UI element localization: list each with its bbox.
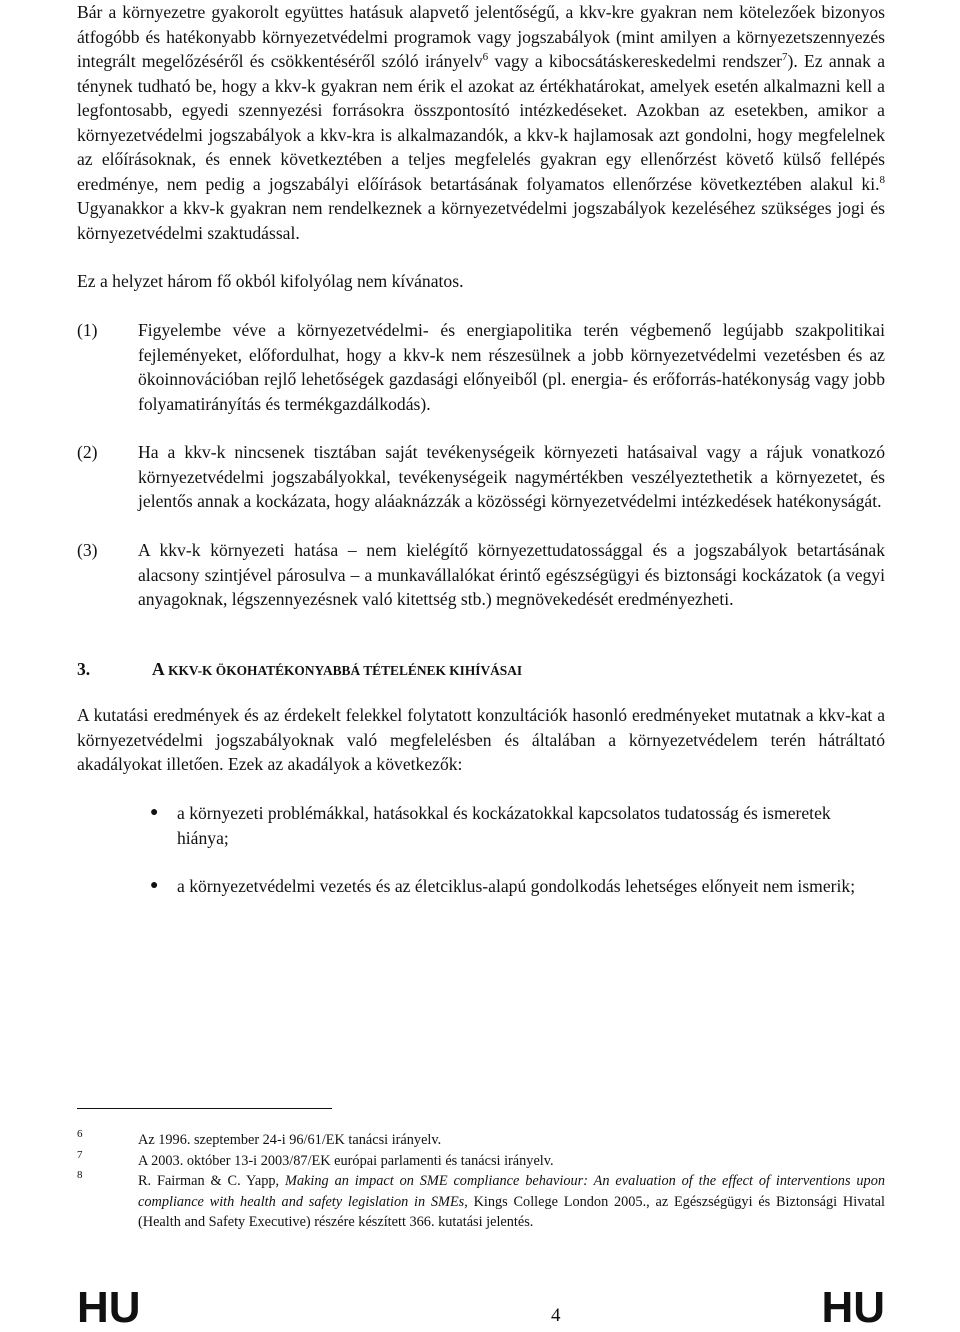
bullet-text: a környezetvédelmi vezetés és az életciklus-alapú gondolkodás lehetséges előnyeit nem ismerik; bbox=[177, 876, 856, 896]
bullet-item-2 bbox=[77, 874, 885, 899]
footnote-6 bbox=[77, 1130, 885, 1151]
footnote-divider bbox=[77, 1108, 332, 1109]
section-title bbox=[152, 657, 522, 684]
section-title-rest: KKV-K ÖKOHATÉKONYABBÁ TÉTELÉNEK KIHÍVÁSAI bbox=[164, 663, 523, 678]
bullet-item-1 bbox=[77, 801, 885, 850]
footnote-text: Az 1996. szeptember 24-i 96/61/EK tanácsi irányelv. bbox=[138, 1132, 442, 1148]
footnote-8 bbox=[77, 1171, 885, 1233]
section-number: 3. bbox=[77, 659, 91, 679]
numbered-item-2 bbox=[77, 440, 885, 514]
text-run: , Kings College London 2005., az Egészségügyi és Biztonsági Hivatal (Health and Safety Executive) részére készített 366. kutatási jelentés. bbox=[138, 1193, 885, 1230]
cited-title: Making an impact on SME compliance behaviour: An evaluation of the effect of interventions upon compliance with health and safety legislation in SMEs bbox=[138, 1173, 885, 1210]
section-paragraph: A kutatási eredmények és az érdekelt felekkel folytatott konzultációk hasonló eredményeket mutatnak a kkv-kat a környezetvédelmi jogszabályoknak való megfelelésben és általában a környezetvédelem terén hátráltató akadályokat illetően. Ezek az akadályok a következők: bbox=[77, 705, 885, 774]
item-number: (1) bbox=[77, 320, 98, 340]
item-number: (3) bbox=[77, 540, 98, 560]
footer-language-right: HU bbox=[821, 1283, 885, 1332]
footnote-ref-6[interactable]: 6 bbox=[482, 51, 489, 63]
numbered-item-3 bbox=[77, 538, 885, 612]
footnote-text bbox=[138, 1171, 885, 1233]
footer-language-left: HU bbox=[77, 1283, 141, 1332]
footnote-number: 8 bbox=[77, 1169, 83, 1181]
footnotes bbox=[77, 1130, 885, 1233]
footnote-number: 7 bbox=[77, 1148, 83, 1161]
text-run: R. Fairman & C. Yapp, bbox=[138, 1173, 286, 1189]
text-run: Ugyanakkor a kkv-k gyakran nem rendelkeznek a környezetvédelmi jogszabályok kezeléséhez szükséges jogi és környezetvédelmi szaktudással. bbox=[77, 198, 885, 243]
item-text: Ha a kkv-k nincsenek tisztában saját tevékenységeik környezeti hatásaival vagy a rájuk vonatkozó környezetvédelmi jogszabályokkal, tevékenységeik nagymértékben veszélyeztethetik a környezetet, és jelentős annak a kockázata, hogy aláaknázzák a közösségi környezetvédelmi intézkedések hatékonyságát. bbox=[138, 442, 885, 511]
bullet-icon: ● bbox=[150, 805, 159, 820]
item-text: Figyelembe véve a környezetvédelmi- és energiapolitika terén végbemenő legújabb szakpolitikai fejleményeket, előfordulhat, hogy a kkv-k nem részesülnek a jobb környezetvédelmi vezetésben és az ökoinnovációban rejlő lehetőségek gazdasági előnyeiből (pl. energia- és erőforrás-hatékonyság vagy jobb folyamatirányítás és termékgazdálkodás). bbox=[138, 320, 885, 414]
footnote-ref-7[interactable]: 7 bbox=[782, 51, 788, 63]
bullet-text: a környezeti problémákkal, hatásokkal és kockázatokkal kapcsolatos tudatosság és ismeretek hiánya; bbox=[177, 803, 831, 848]
item-number: (2) bbox=[77, 442, 98, 462]
numbered-item-1 bbox=[77, 318, 885, 416]
text-run: ). Ez annak a ténynek tudható be, hogy a kkv-k gyakran nem érik el azokat az értékhatárokat, amelyek esetén alkalmazni kell a legfontosabb, egyedi szennyezési forrásokra összpontosító intézkedéseket. Azokban az esetekben, amikor a környezetvédelmi jogszabályok a kkv-kra is alkalmazandók, a kkv-k hajlamosak azt gondolni, hogy megfelelnek az előírásoknak, és ennek következtében a teljes megfelelés gyakran egy ellenőrzést követő külső fellépés eredménye, nem pedig a jogszabályi előírások betartásának folyamatos ellenőrzése következtében alakul ki. bbox=[77, 51, 885, 194]
footnote-text: A 2003. október 13-i 2003/87/EK európai parlamenti és tanácsi irányelv. bbox=[138, 1152, 554, 1169]
page-number: 4 bbox=[551, 1305, 561, 1326]
text-run: Bár a környezetre gyakorolt együttes hatásuk alapvető jelentőségű, a kkv-kre gyakran nem kötelezőek bizonyos átfogóbb és hatékonyabb környezetvédelmi programok vagy jogszabályok (mint amilyen a környezetszennyezés integrált megelőzéséről és csökkentéséről szóló irányelv bbox=[77, 2, 885, 71]
text-run: vagy a kibocsátáskereskedelmi rendszer bbox=[488, 51, 782, 71]
section-title-initial: A bbox=[152, 659, 165, 679]
intro-paragraph bbox=[77, 0, 885, 245]
item-text: A kkv-k környezeti hatása – nem kielégítő környezettudatossággal és a jogszabályok betartásának alacsony szintjével párosulva – a munkavállalókat érintő egészségügyi és biztonsági kockázatok (a vegyi anyagoknak, légszennyezésnek való kitettség stb.) megnövekedését eredményezheti. bbox=[138, 540, 885, 609]
footnote-number: 6 bbox=[77, 1128, 83, 1140]
footnote-ref-8[interactable]: 8 bbox=[879, 173, 885, 186]
summary-sentence: Ez a helyzet három fő okból kifolyólag nem kívánatos. bbox=[77, 271, 464, 291]
footnote-7 bbox=[77, 1148, 885, 1172]
bullet-icon: ● bbox=[150, 878, 159, 893]
